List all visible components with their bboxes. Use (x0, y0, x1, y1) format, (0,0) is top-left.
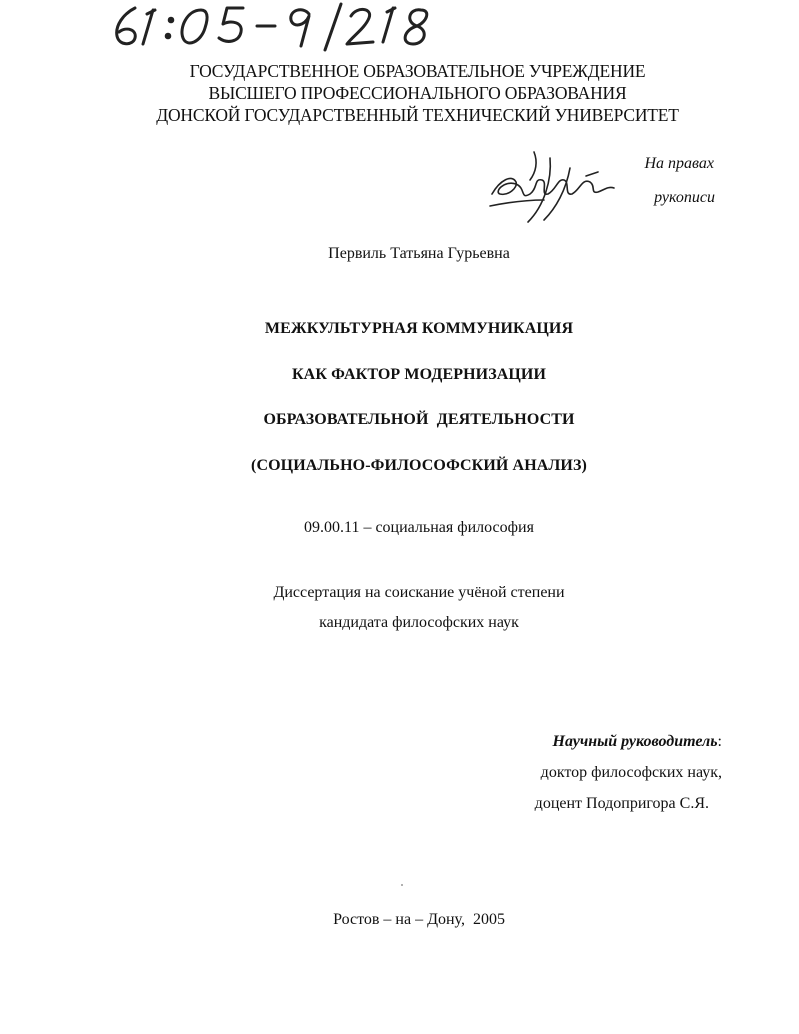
title-line-4: (СОЦИАЛЬНО-ФИЛОСОФСКИЙ АНАЛИЗ) (251, 456, 587, 474)
supervisor-degree: доктор философских наук, (540, 764, 722, 781)
author-signature (486, 150, 626, 230)
handwritten-archive-code (105, 0, 465, 52)
supervisor-heading (500, 726, 722, 757)
rights-line-2: рукописи (654, 189, 715, 206)
institution-line-3: ДОНСКОЙ ГОСУДАРСТВЕННЫЙ ТЕХНИЧЕСКИЙ УНИВЕРСИТЕТ (156, 105, 679, 125)
institution-header (0, 60, 799, 126)
dissertation-title (0, 318, 799, 500)
supervisor-name: доцент Подопригора С.Я. (534, 795, 709, 812)
city-year: Ростов – на – Дону, 2005 (333, 911, 505, 928)
institution-line-1: ГОСУДАРСТВЕННОЕ ОБРАЗОВАТЕЛЬНОЕ УЧРЕЖДЕНИЕ (189, 61, 646, 81)
degree-statement (0, 578, 799, 638)
scan-speck (401, 884, 403, 886)
title-line-3: ОБРАЗОВАТЕЛЬНОЙ ДЕЯТЕЛЬНОСТИ (263, 411, 575, 428)
rights-notice (645, 154, 715, 208)
institution-line-2: ВЫСШЕГО ПРОФЕССИОНАЛЬНОГО ОБРАЗОВАНИЯ (208, 83, 627, 103)
specialty-code: 09.00.11 – социальная философия (304, 519, 534, 536)
degree-line-1: Диссертация на соискание учёной степени (273, 584, 565, 601)
rights-line-1: На правах (644, 155, 714, 172)
supervisor-label: Научный руководитель (552, 733, 718, 750)
degree-line-2: кандидата философских наук (319, 614, 519, 631)
title-line-2: КАК ФАКТОР МОДЕРНИЗАЦИИ (291, 365, 547, 383)
author-name: Первиль Татьяна Гурьевна (328, 245, 510, 262)
supervisor-label-colon: : (717, 733, 722, 750)
title-line-1: МЕЖКУЛЬТУРНАЯ КОММУНИКАЦИЯ (264, 320, 574, 337)
supervisor-block (500, 726, 722, 819)
